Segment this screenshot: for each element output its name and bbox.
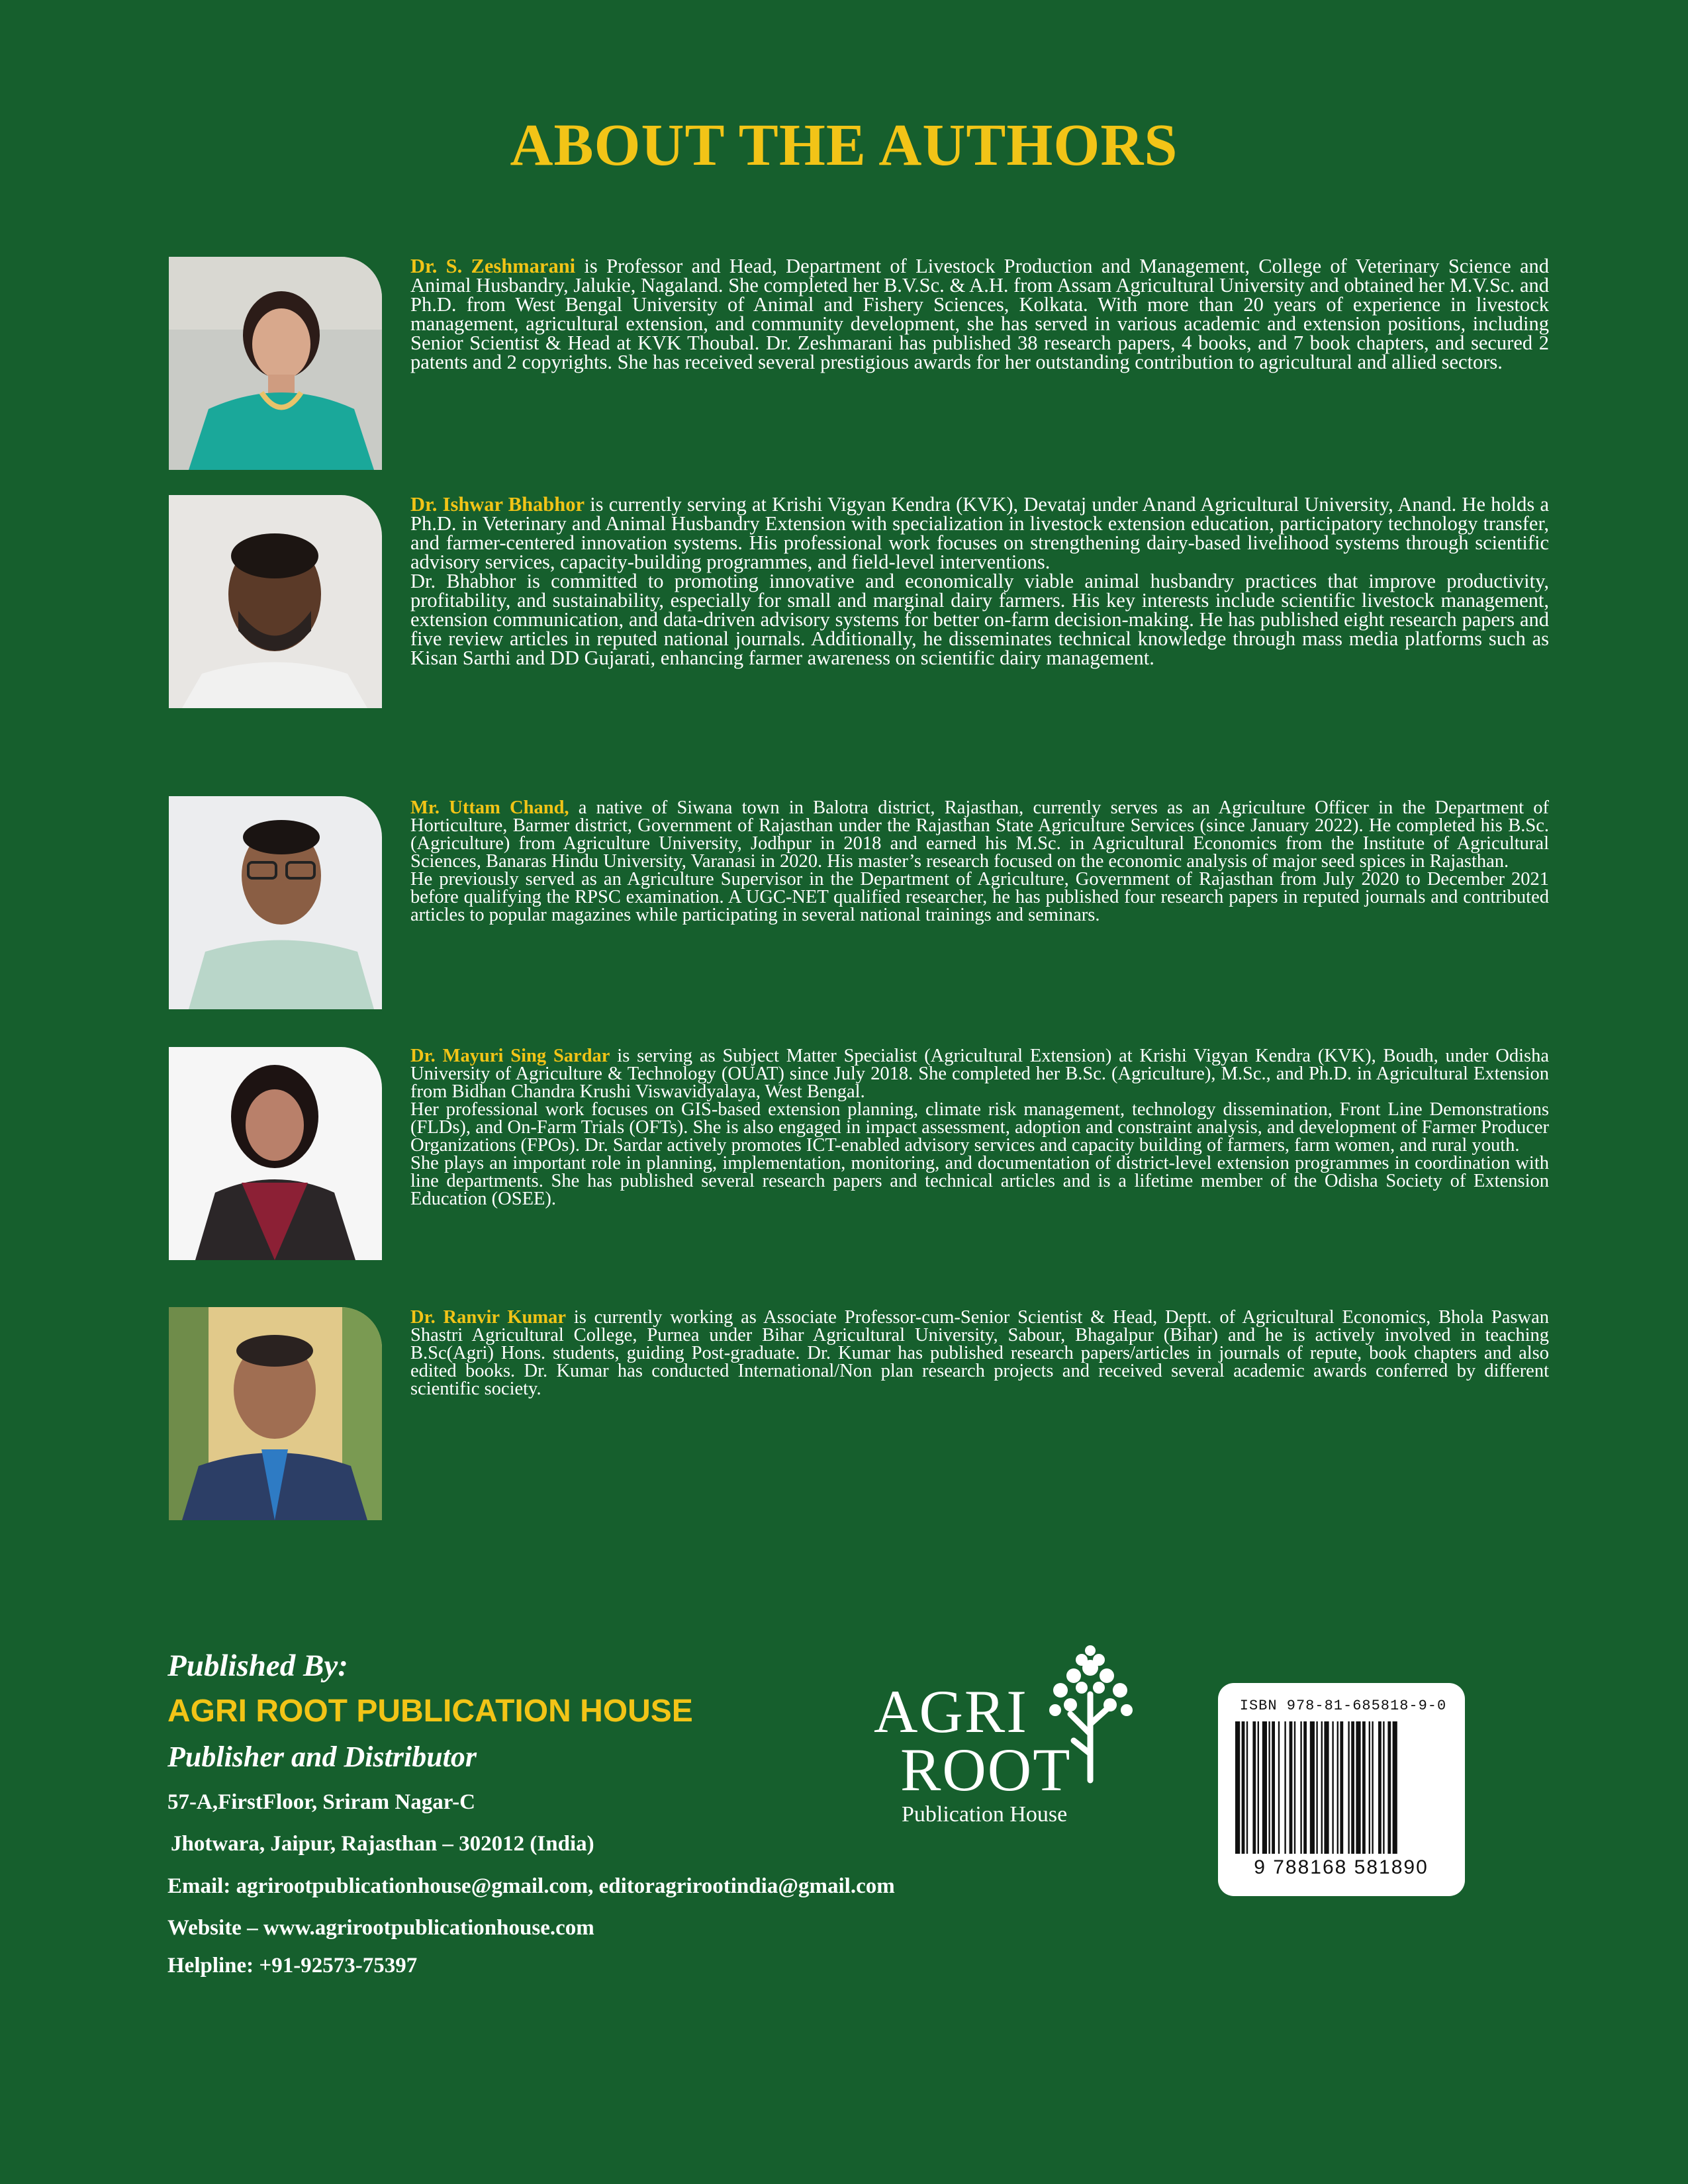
author-name: Dr. Mayuri Sing Sardar: [410, 1046, 610, 1066]
logo-text-root: ROOT: [900, 1736, 1072, 1803]
author-name: Dr. Ranvir Kumar: [410, 1307, 567, 1328]
publisher-address-2: Jhotwara, Jaipur, Rajasthan – 302012 (India): [171, 1832, 594, 1856]
published-by-label: Published By:: [167, 1649, 348, 1683]
logo-text-agri: AGRI: [874, 1678, 1028, 1745]
author-photo-ranvir-kumar: [169, 1307, 382, 1520]
author-name: Dr. S. Zeshmarani: [410, 255, 576, 277]
author-bio-bhabhor: Dr. Ishwar Bhabhor is currently serving at Krishi Vigyan Kendra (KVK), Devataj under Anand Agricultural University, Anand. He holds a Ph.D. in Veterinary and Animal Husbandry Extension with specialization in livestock extension education, participatory technology transfer, and farmer-centered innovation systems. His professional work focuses on strengthening dairy-based livelihood systems through scientific advisory services, capacity-building programmes, and field-level interventions. Dr. Bhabhor is committed to promoting innovative and economically viable animal husbandry practices that improve productivity, profitability, and sustainability, especially for small and marginal dairy farmers. His key interests include scientific livestock management, extension communication, and data-driven advisory systems for better on-farm decision-making. He has published eight research papers and five review articles in reputed national journals. Additionally, he disseminates technical knowledge through mass media platforms such as Kisan Sarthi and DD Gujarati, enhancing farmer awareness on scientific dairy management.: [410, 493, 1549, 669]
author-photo-uttam-chand: [169, 796, 382, 1009]
publisher-role: Publisher and Distributor: [167, 1741, 477, 1773]
logo-subtitle: Publication House: [902, 1802, 1068, 1827]
publisher-helpline: Helpline: +91-92573-75397: [167, 1954, 418, 1978]
author-photo-bhabhor: [169, 495, 382, 708]
author-photo-zeshmarani: [169, 257, 382, 470]
publisher-address-1: 57-A,FirstFloor, Sriram Nagar-C: [167, 1790, 475, 1814]
isbn-digits: 9 788168 581890: [1254, 1856, 1429, 1878]
author-bio-zeshmarani: Dr. S. Zeshmarani is Professor and Head, Department of Livestock Production and Management, College of Veterinary Science and Animal Husbandry, Jalukie, Nagaland. She completed her B.V.Sc. & A.H. from Assam Agricultural University and obtained her M.V.Sc. and Ph.D. from West Bengal University of Animal and Fishery Sciences, Kolkata. With more than 20 years of experience in livestock management, agricultural extension, and community development, she has served in various academic and extension positions, including Senior Scientist & Head at KVK Thoubal. Dr. Zeshmarani has published 38 research papers, 4 books, and 7 book chapters, and secured 2 patents and 2 copyrights. She has received several prestigious awards for her outstanding contribution to agricultural and allied sectors.: [410, 255, 1550, 373]
author-photo-mayuri-sardar: [169, 1047, 382, 1260]
page-title: ABOUT THE AUTHORS: [510, 113, 1178, 178]
author-bio-uttam-chand: Mr. Uttam Chand, a native of Siwana town in Balotra district, Rajasthan, currently serves as an Agriculture Officer in the Department of Horticulture, Barmer district, Government of Rajasthan under the Rajasthan State Agriculture Services (since January 2022). He completed his B.Sc. (Agriculture) from Agriculture University, Jodhpur in 2018 and earned his M.Sc. in Agricultural Economics from the Institute of Agricultural Sciences, Banaras Hindu University, Varanasi in 2020. His master’s research focused on the economic analysis of major seed spices in Rajasthan. He previously served as an Agriculture Supervisor in the Department of Agriculture, Government of Rajasthan from July 2020 to December 2021 before qualifying the RPSC examination. A UGC-NET qualified researcher, he has published four research papers in reputed journals and contributed articles to popular magazines while participating in several national trainings and seminars.: [410, 797, 1549, 925]
barcode-icon: [1234, 1721, 1449, 1857]
publisher-email: Email: agrirootpublicationhouse@gmail.com, editoragrirootindia@gmail.com: [167, 1874, 895, 1898]
author-name: Dr. Ishwar Bhabhor: [410, 493, 585, 516]
author-name: Mr. Uttam Chand,: [410, 797, 569, 818]
agri-root-logo: [861, 1641, 1145, 1833]
isbn-label: ISBN 978-81-685818-9-0: [1239, 1698, 1447, 1714]
isbn-barcode-box: [1218, 1683, 1465, 1896]
author-bio-ranvir-kumar: Dr. Ranvir Kumar is currently working as Associate Professor-cum-Senior Scientist & Head, Deptt. of Agricultural Economics, Bhola Paswan Shastri Agricultural College, Purnea under Bihar Agricultural University, Sabour, Bhagalpur (Bihar) and he is actively involved in teaching B.Sc(Agri) Hons. students, guiding Post-graduate. Dr. Kumar has published research papers/articles in journals of repute, book chapters and also edited books. Dr. Kumar has conducted International/Non plan research projects and received several academic awards conferred by different scientific society.: [410, 1307, 1549, 1399]
publisher-website: Website – www.agrirootpublicationhouse.com: [167, 1916, 594, 1940]
publisher-block: [167, 1648, 693, 1774]
publisher-name: AGRI ROOT PUBLICATION HOUSE: [167, 1694, 693, 1729]
author-bio-mayuri-sardar: Dr. Mayuri Sing Sardar is serving as Subject Matter Specialist (Agricultural Extension) at Krishi Vigyan Kendra (KVK), Boudh, under Odisha University of Agriculture & Technology (OUAT) since July 2018. She completed her B.Sc. (Agriculture), M.Sc., and Ph.D. in Agricultural Extension from Bidhan Chandra Krushi Viswavidyalaya, West Bengal. Her professional work focuses on GIS-based extension planning, climate risk management, technology dissemination, Front Line Demonstrations (FLDs), and On-Farm Trials (OFTs). She is also engaged in impact assessment, adoption and constraint analysis, and development of Farmer Producer Organizations (FPOs). Dr. Sardar actively promotes ICT-enabled advisory services and capacity building of farmers, farm women, and rural youth. She plays an important role in planning, implementation, monitoring, and documentation of district-level extension programmes in coordination with line departments. She has published several research papers and technical articles and is a lifetime member of the Odisha Society of Extension Education (OSEE).: [410, 1046, 1549, 1209]
